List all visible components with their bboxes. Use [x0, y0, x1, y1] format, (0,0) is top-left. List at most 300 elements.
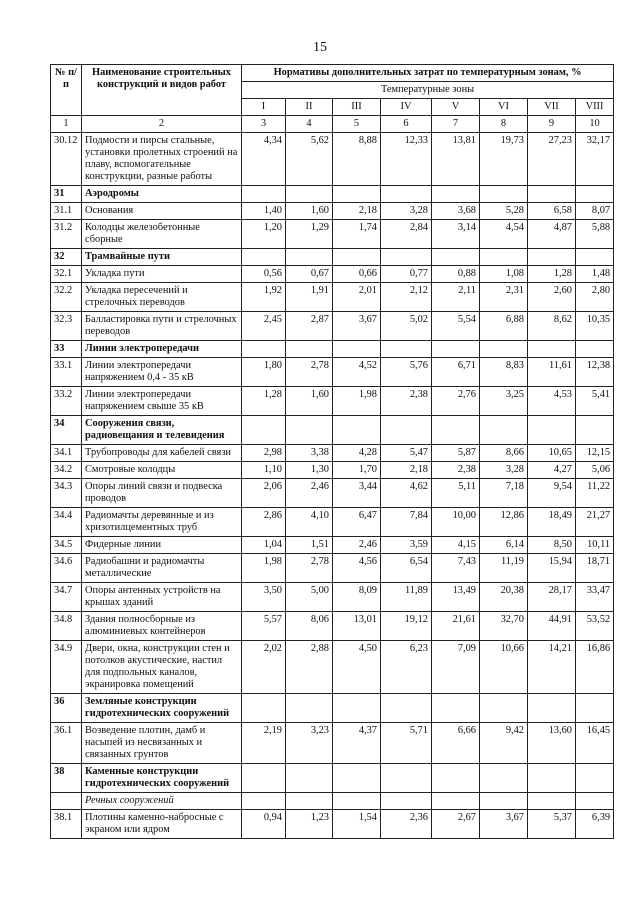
empty-cell — [432, 694, 480, 723]
empty-cell — [333, 764, 381, 793]
empty-cell — [381, 186, 432, 203]
zone-value: 2,19 — [242, 723, 286, 764]
empty-cell — [286, 793, 333, 810]
column-numbers-row — [51, 116, 614, 133]
table-row — [51, 445, 614, 462]
zone-value: 4,56 — [333, 554, 381, 583]
zone-value: 1,23 — [286, 810, 333, 839]
zone-value: 1,98 — [242, 554, 286, 583]
zone-value: 13,60 — [528, 723, 576, 764]
row-number: 38.1 — [51, 810, 82, 839]
zone-value: 20,38 — [480, 583, 528, 612]
empty-cell — [480, 416, 528, 445]
empty-cell — [480, 186, 528, 203]
empty-cell — [381, 249, 432, 266]
zone-value: 13,01 — [333, 612, 381, 641]
zone-value: 1,28 — [528, 266, 576, 283]
zone-value: 3,23 — [286, 723, 333, 764]
zone-value: 3,28 — [480, 462, 528, 479]
zone-value: 16,86 — [576, 641, 614, 694]
zone-value: 5,88 — [576, 220, 614, 249]
empty-cell — [528, 793, 576, 810]
zone-value: 3,59 — [381, 537, 432, 554]
header-zones-title: Температурные зоны — [242, 82, 614, 99]
row-number: 32.2 — [51, 283, 82, 312]
section-title: Аэродромы — [82, 186, 242, 203]
column-number: 10 — [576, 116, 614, 133]
zone-value: 0,88 — [432, 266, 480, 283]
zone-value: 5,76 — [381, 358, 432, 387]
zone-value: 1,51 — [286, 537, 333, 554]
column-number: 3 — [242, 116, 286, 133]
section-title: Каменные конструкции гидротехнических сооружений — [82, 764, 242, 793]
work-name: Радиобашни и радиомачты металлические — [82, 554, 242, 583]
zone-value: 4,34 — [242, 133, 286, 186]
zone-value: 2,38 — [381, 387, 432, 416]
section-row — [51, 186, 614, 203]
row-number: 34 — [51, 416, 82, 445]
zone-value: 2,45 — [242, 312, 286, 341]
empty-cell — [576, 186, 614, 203]
empty-cell — [432, 249, 480, 266]
column-number: 5 — [333, 116, 381, 133]
zone-value: 6,39 — [576, 810, 614, 839]
work-name: Колодцы железобетонные сборные — [82, 220, 242, 249]
work-name: Фидерные линии — [82, 537, 242, 554]
zone-value: 2,78 — [286, 554, 333, 583]
empty-cell — [286, 186, 333, 203]
row-number: 34.8 — [51, 612, 82, 641]
zone-value: 2,36 — [381, 810, 432, 839]
work-name: Опоры антенных устройств на крышах зданий — [82, 583, 242, 612]
zone-value: 1,30 — [286, 462, 333, 479]
zone-value: 5,28 — [480, 203, 528, 220]
empty-cell — [333, 249, 381, 266]
section-title: Линии электропередачи — [82, 341, 242, 358]
empty-cell — [286, 249, 333, 266]
zone-value: 2,18 — [381, 462, 432, 479]
work-name: Плотины каменно-набросные с экраном или ядром — [82, 810, 242, 839]
zone-value: 3,38 — [286, 445, 333, 462]
empty-cell — [286, 694, 333, 723]
table-row — [51, 266, 614, 283]
section-row — [51, 764, 614, 793]
zone-value: 33,47 — [576, 583, 614, 612]
work-name: Подмости и пирсы стальные, установки пролетных строений на плаву, вспомогательные конструкции, разные работы — [82, 133, 242, 186]
zone-value: 1,70 — [333, 462, 381, 479]
empty-cell — [576, 764, 614, 793]
zone-value: 4,54 — [480, 220, 528, 249]
zone-value: 3,28 — [381, 203, 432, 220]
zone-header: VIII — [576, 99, 614, 116]
row-number: 34.9 — [51, 641, 82, 694]
section-title: Земляные конструкции гидротехнических сооружений — [82, 694, 242, 723]
zone-value: 2,78 — [286, 358, 333, 387]
zone-value: 11,19 — [480, 554, 528, 583]
work-name: Линии электропередачи напряжением свыше 35 кВ — [82, 387, 242, 416]
table-row — [51, 283, 614, 312]
zone-value: 5,62 — [286, 133, 333, 186]
empty-cell — [432, 764, 480, 793]
zone-value: 1,48 — [576, 266, 614, 283]
empty-cell — [480, 793, 528, 810]
zone-value: 7,84 — [381, 508, 432, 537]
column-number: 7 — [432, 116, 480, 133]
zone-value: 19,12 — [381, 612, 432, 641]
zone-value: 21,61 — [432, 612, 480, 641]
zone-header: IV — [381, 99, 432, 116]
zone-header: II — [286, 99, 333, 116]
zone-value: 0,94 — [242, 810, 286, 839]
zone-value: 18,49 — [528, 508, 576, 537]
zone-value: 4,50 — [333, 641, 381, 694]
zone-value: 4,62 — [381, 479, 432, 508]
zone-value: 0,77 — [381, 266, 432, 283]
zone-value: 14,21 — [528, 641, 576, 694]
zone-value: 1,74 — [333, 220, 381, 249]
section-title: Трамвайные пути — [82, 249, 242, 266]
section-row — [51, 341, 614, 358]
zone-value: 21,27 — [576, 508, 614, 537]
zone-value: 4,37 — [333, 723, 381, 764]
zone-value: 2,06 — [242, 479, 286, 508]
section-title: Сооружения связи, радиовещания и телевидения — [82, 416, 242, 445]
row-number: 33 — [51, 341, 82, 358]
zone-value: 4,10 — [286, 508, 333, 537]
row-number — [51, 793, 82, 810]
work-name: Трубопроводы для кабелей связи — [82, 445, 242, 462]
row-number: 34.3 — [51, 479, 82, 508]
zone-value: 8,50 — [528, 537, 576, 554]
zone-value: 12,38 — [576, 358, 614, 387]
table-row — [51, 220, 614, 249]
zone-value: 3,25 — [480, 387, 528, 416]
empty-cell — [333, 793, 381, 810]
zone-value: 7,09 — [432, 641, 480, 694]
zone-value: 2,80 — [576, 283, 614, 312]
empty-cell — [528, 341, 576, 358]
empty-cell — [480, 249, 528, 266]
zone-value: 0,67 — [286, 266, 333, 283]
empty-cell — [242, 341, 286, 358]
zone-value: 8,62 — [528, 312, 576, 341]
zone-value: 2,60 — [528, 283, 576, 312]
subsection-title: Речных сооружений — [82, 793, 242, 810]
empty-cell — [576, 793, 614, 810]
column-number: 6 — [381, 116, 432, 133]
zone-value: 8,06 — [286, 612, 333, 641]
zone-value: 2,76 — [432, 387, 480, 416]
zone-value: 11,22 — [576, 479, 614, 508]
empty-cell — [528, 694, 576, 723]
zone-value: 1,60 — [286, 203, 333, 220]
row-number: 32.1 — [51, 266, 82, 283]
empty-cell — [286, 764, 333, 793]
zone-value: 5,47 — [381, 445, 432, 462]
row-number: 32.3 — [51, 312, 82, 341]
zone-value: 3,67 — [480, 810, 528, 839]
work-name: Двери, окна, конструкции стен и потолков акустические, настил для подпольных каналов, экранировка помещений — [82, 641, 242, 694]
empty-cell — [528, 249, 576, 266]
zone-value: 2,88 — [286, 641, 333, 694]
row-number: 33.2 — [51, 387, 82, 416]
zone-value: 2,87 — [286, 312, 333, 341]
zone-value: 5,02 — [381, 312, 432, 341]
zone-value: 1,40 — [242, 203, 286, 220]
work-name: Укладка пути — [82, 266, 242, 283]
zone-value: 1,08 — [480, 266, 528, 283]
zone-value: 3,50 — [242, 583, 286, 612]
table-row — [51, 554, 614, 583]
table-row — [51, 358, 614, 387]
zone-header: I — [242, 99, 286, 116]
zone-value: 1,91 — [286, 283, 333, 312]
work-name: Опоры линий связи и подвеска проводов — [82, 479, 242, 508]
zone-value: 12,33 — [381, 133, 432, 186]
zone-value: 15,94 — [528, 554, 576, 583]
zone-value: 8,83 — [480, 358, 528, 387]
empty-cell — [333, 186, 381, 203]
table-row — [51, 462, 614, 479]
work-name: Здания полносборные из алюминиевых контейнеров — [82, 612, 242, 641]
zone-value: 4,28 — [333, 445, 381, 462]
zone-value: 2,31 — [480, 283, 528, 312]
table-row — [51, 641, 614, 694]
zone-value: 13,49 — [432, 583, 480, 612]
section-row — [51, 249, 614, 266]
zone-value: 3,68 — [432, 203, 480, 220]
zone-value: 53,52 — [576, 612, 614, 641]
zone-value: 5,11 — [432, 479, 480, 508]
zone-value: 9,42 — [480, 723, 528, 764]
zone-value: 2,98 — [242, 445, 286, 462]
empty-cell — [576, 694, 614, 723]
empty-cell — [480, 764, 528, 793]
row-number: 31 — [51, 186, 82, 203]
empty-cell — [242, 249, 286, 266]
empty-cell — [576, 249, 614, 266]
zone-value: 1,80 — [242, 358, 286, 387]
empty-cell — [333, 341, 381, 358]
row-number: 31.1 — [51, 203, 82, 220]
table-row — [51, 387, 614, 416]
header-norms-title: Нормативы дополнительных затрат по температурным зонам, % — [242, 65, 614, 82]
zone-value: 2,46 — [286, 479, 333, 508]
column-number: 4 — [286, 116, 333, 133]
empty-cell — [528, 416, 576, 445]
table-row — [51, 723, 614, 764]
row-number: 33.1 — [51, 358, 82, 387]
section-row — [51, 694, 614, 723]
work-name: Радиомачты деревянные и из хризотилцементных труб — [82, 508, 242, 537]
empty-cell — [528, 764, 576, 793]
row-number: 32 — [51, 249, 82, 266]
zone-value: 6,23 — [381, 641, 432, 694]
zone-value: 27,23 — [528, 133, 576, 186]
zone-value: 1,98 — [333, 387, 381, 416]
zone-value: 1,28 — [242, 387, 286, 416]
zone-value: 2,02 — [242, 641, 286, 694]
zone-value: 4,53 — [528, 387, 576, 416]
zone-value: 2,46 — [333, 537, 381, 554]
row-number: 34.4 — [51, 508, 82, 537]
zone-value: 2,11 — [432, 283, 480, 312]
zone-value: 2,12 — [381, 283, 432, 312]
zone-value: 4,15 — [432, 537, 480, 554]
work-name: Возведение плотин, дамб и насыпей из несвязанных и связанных грунтов — [82, 723, 242, 764]
zone-value: 32,70 — [480, 612, 528, 641]
empty-cell — [381, 764, 432, 793]
zone-value: 6,66 — [432, 723, 480, 764]
empty-cell — [576, 341, 614, 358]
zone-value: 4,52 — [333, 358, 381, 387]
zone-value: 4,87 — [528, 220, 576, 249]
zone-value: 6,71 — [432, 358, 480, 387]
empty-cell — [381, 341, 432, 358]
zone-value: 5,87 — [432, 445, 480, 462]
zone-value: 28,17 — [528, 583, 576, 612]
table-row — [51, 203, 614, 220]
zone-value: 8,09 — [333, 583, 381, 612]
empty-cell — [286, 416, 333, 445]
zone-value: 32,17 — [576, 133, 614, 186]
zone-value: 6,14 — [480, 537, 528, 554]
zone-value: 1,04 — [242, 537, 286, 554]
work-name: Основания — [82, 203, 242, 220]
column-number: 9 — [528, 116, 576, 133]
zone-value: 5,06 — [576, 462, 614, 479]
zone-value: 10,66 — [480, 641, 528, 694]
column-number: 8 — [480, 116, 528, 133]
subsection-row — [51, 793, 614, 810]
zone-value: 1,60 — [286, 387, 333, 416]
zone-value: 18,71 — [576, 554, 614, 583]
empty-cell — [480, 341, 528, 358]
zone-value: 16,45 — [576, 723, 614, 764]
norms-table — [50, 64, 614, 839]
zone-value: 2,86 — [242, 508, 286, 537]
empty-cell — [242, 694, 286, 723]
zone-value: 2,67 — [432, 810, 480, 839]
zone-value: 2,01 — [333, 283, 381, 312]
row-number: 38 — [51, 764, 82, 793]
empty-cell — [576, 416, 614, 445]
zone-value: 1,20 — [242, 220, 286, 249]
work-name: Балластировка пути и стрелочных переводов — [82, 312, 242, 341]
empty-cell — [333, 416, 381, 445]
zone-value: 5,57 — [242, 612, 286, 641]
empty-cell — [333, 694, 381, 723]
zone-value: 0,66 — [333, 266, 381, 283]
zone-value: 12,86 — [480, 508, 528, 537]
row-number: 34.7 — [51, 583, 82, 612]
empty-cell — [432, 416, 480, 445]
zone-value: 2,38 — [432, 462, 480, 479]
table-row — [51, 479, 614, 508]
zone-value: 10,00 — [432, 508, 480, 537]
zone-header: III — [333, 99, 381, 116]
empty-cell — [381, 416, 432, 445]
row-number: 34.6 — [51, 554, 82, 583]
zone-value: 1,10 — [242, 462, 286, 479]
zone-value: 4,27 — [528, 462, 576, 479]
zone-value: 6,47 — [333, 508, 381, 537]
row-number: 31.2 — [51, 220, 82, 249]
header-name: Наименование строительных конструкций и видов работ — [82, 65, 242, 116]
zone-value: 0,56 — [242, 266, 286, 283]
table-row — [51, 612, 614, 641]
zone-value: 3,67 — [333, 312, 381, 341]
table-row — [51, 537, 614, 554]
zone-value: 8,88 — [333, 133, 381, 186]
empty-cell — [432, 186, 480, 203]
zone-value: 3,14 — [432, 220, 480, 249]
zone-value: 5,41 — [576, 387, 614, 416]
table-row — [51, 583, 614, 612]
work-name: Смотровые колодцы — [82, 462, 242, 479]
zone-value: 1,29 — [286, 220, 333, 249]
section-row — [51, 416, 614, 445]
zone-value: 5,71 — [381, 723, 432, 764]
zone-value: 5,00 — [286, 583, 333, 612]
zone-value: 5,37 — [528, 810, 576, 839]
zone-value: 13,81 — [432, 133, 480, 186]
column-number: 1 — [51, 116, 82, 133]
zone-header: VII — [528, 99, 576, 116]
header-row — [51, 65, 614, 82]
row-number: 36.1 — [51, 723, 82, 764]
table-row — [51, 133, 614, 186]
zone-value: 11,61 — [528, 358, 576, 387]
row-number: 36 — [51, 694, 82, 723]
row-number: 34.2 — [51, 462, 82, 479]
empty-cell — [480, 694, 528, 723]
zone-value: 10,65 — [528, 445, 576, 462]
column-number: 2 — [82, 116, 242, 133]
zone-value: 12,15 — [576, 445, 614, 462]
row-number: 34.5 — [51, 537, 82, 554]
zone-value: 19,73 — [480, 133, 528, 186]
empty-cell — [242, 416, 286, 445]
zone-value: 7,43 — [432, 554, 480, 583]
empty-cell — [381, 793, 432, 810]
zone-value: 8,07 — [576, 203, 614, 220]
work-name: Линии электропередачи напряжением 0,4 - 35 кВ — [82, 358, 242, 387]
zone-value: 2,84 — [381, 220, 432, 249]
table-body — [51, 133, 614, 839]
zone-value: 7,18 — [480, 479, 528, 508]
zone-value: 6,58 — [528, 203, 576, 220]
table-row — [51, 508, 614, 537]
table-row — [51, 312, 614, 341]
page-number: 15 — [313, 40, 327, 55]
work-name: Укладка пересечений и стрелочных переводов — [82, 283, 242, 312]
empty-cell — [528, 186, 576, 203]
zone-value: 9,54 — [528, 479, 576, 508]
table-row — [51, 810, 614, 839]
row-number: 30.12 — [51, 133, 82, 186]
zone-value: 10,35 — [576, 312, 614, 341]
empty-cell — [432, 341, 480, 358]
empty-cell — [432, 793, 480, 810]
zone-value: 2,18 — [333, 203, 381, 220]
empty-cell — [286, 341, 333, 358]
zone-value: 44,91 — [528, 612, 576, 641]
row-number: 34.1 — [51, 445, 82, 462]
zone-value: 3,44 — [333, 479, 381, 508]
empty-cell — [381, 694, 432, 723]
header-no: № п/п — [51, 65, 82, 116]
